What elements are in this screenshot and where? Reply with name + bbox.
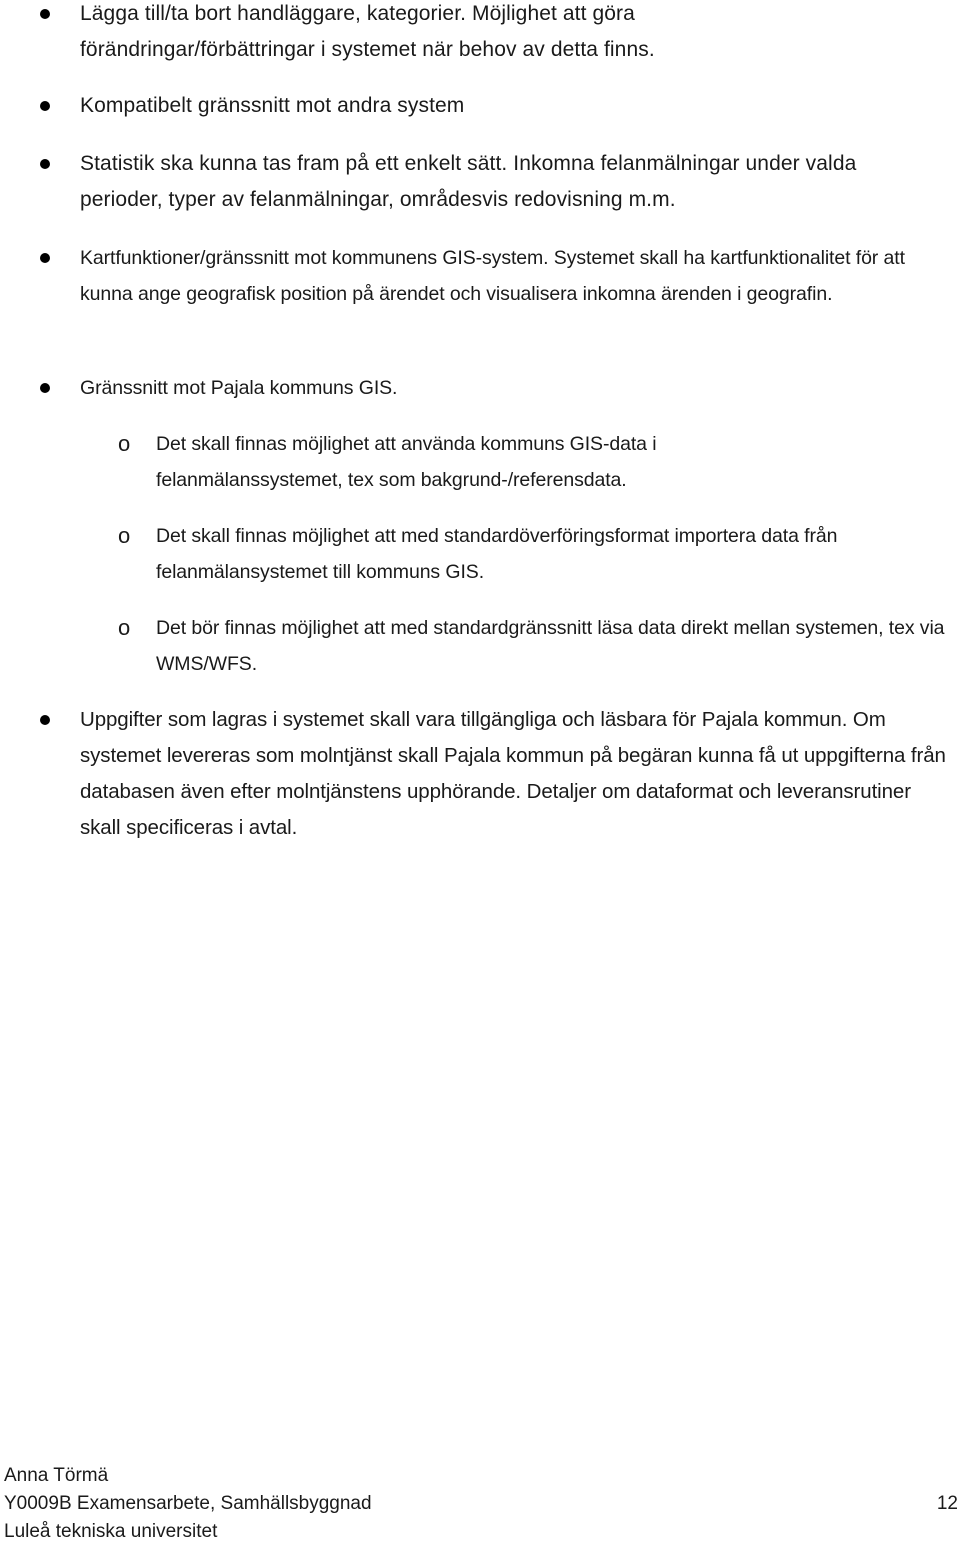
list-item-text: Gränssnitt mot Pajala kommuns GIS. bbox=[80, 377, 398, 399]
bullet-icon bbox=[40, 101, 50, 111]
sub-list-item-text: Det skall finnas möjlighet att med standardöverföringsformat importera data från felanmälansystemet till kommuns GIS. bbox=[156, 525, 838, 583]
sub-bullet-marker: o bbox=[118, 615, 131, 640]
sub-list-item-text: Det bör finnas möjlighet att med standardgränssnitt läsa data direkt mellan systemen, tex via WMS/WFS. bbox=[156, 617, 945, 675]
list-item-text: Uppgifter som lagras i systemet skall vara tillgängliga och läsbara för Pajala kommun. Om systemet levereras som molntjänst skall Pajala kommun på begäran kunna få ut uppgifterna från databasen även efter molntjänstens upphörande. Detaljer om dataformat och leveransrutiner skall specificeras i avtal. bbox=[80, 708, 946, 839]
bullet-icon bbox=[40, 159, 50, 169]
bullet-icon bbox=[40, 383, 50, 393]
sub-bullet-marker: o bbox=[118, 431, 131, 456]
sub-bullet-marker: o bbox=[118, 523, 131, 548]
bullet-icon bbox=[40, 715, 50, 725]
sub-list-item-text: Det skall finnas möjlighet att använda kommuns GIS-data i felanmälanssystemet, tex som bakgrund-/referensdata. bbox=[156, 433, 657, 491]
bullet-icon bbox=[40, 9, 50, 19]
footer-course: Y0009B Examensarbete, Samhällsbyggnad bbox=[4, 1493, 372, 1514]
bullet-icon bbox=[40, 253, 50, 263]
footer-university: Luleå tekniska universitet bbox=[4, 1521, 218, 1542]
list-item-text: Kompatibelt gränssnitt mot andra system bbox=[80, 94, 465, 117]
list-item-text: Statistik ska kunna tas fram på ett enkelt sätt. Inkomna felanmälningar under valda perioder, typer av felanmälningar, områdesvis redovisning m.m. bbox=[80, 152, 857, 211]
list-item-text: Lägga till/ta bort handläggare, kategorier. Möjlighet att göra förändringar/förbättringar i systemet när behov av detta finns. bbox=[80, 2, 655, 61]
page-number: 12 bbox=[936, 1493, 958, 1514]
list-item-text: Kartfunktioner/gränssnitt mot kommunens GIS-system. Systemet skall ha kartfunktionalitet för att kunna ange geografisk position på ärendet och visualisera inkomna ärenden i geografin. bbox=[80, 247, 905, 305]
footer-author: Anna Törmä bbox=[4, 1465, 109, 1486]
